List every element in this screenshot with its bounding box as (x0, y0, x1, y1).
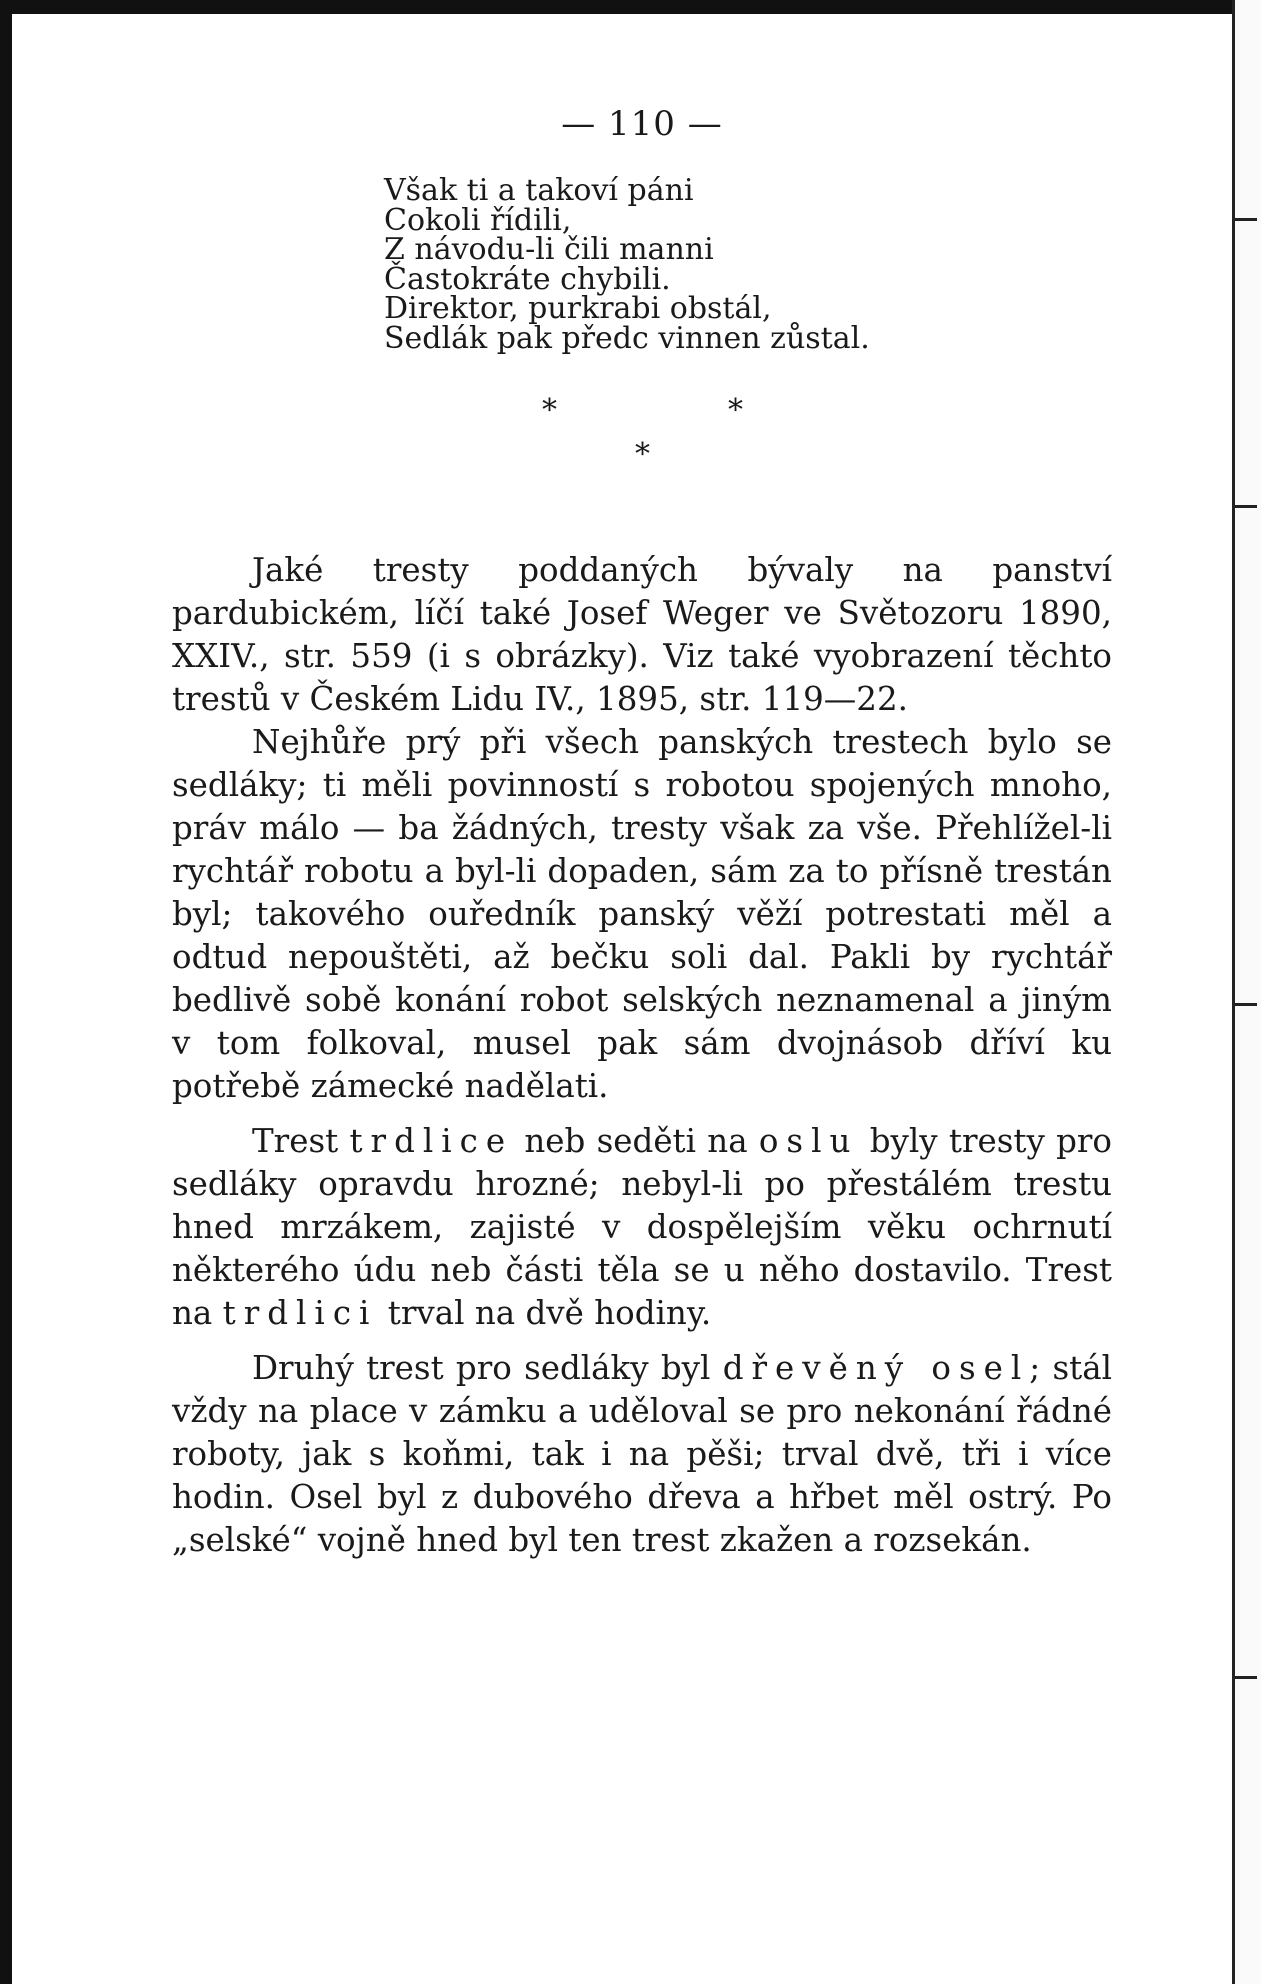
spaced-term: trdlice (349, 1122, 514, 1160)
text-run: Druhý trest pro sedláky byl (252, 1349, 723, 1387)
asterisk: * (542, 393, 557, 428)
paragraph-gap (172, 1335, 1112, 1347)
spaced-term: oslu (758, 1122, 859, 1160)
verse-line: Z návodu-li čili manni (384, 232, 714, 267)
verse-line: Sedlák pak předc vinnen zůstal. (384, 320, 870, 356)
verse-line: Však ti a takoví páni (384, 173, 694, 208)
edge-tick (1235, 1003, 1257, 1006)
scan-edge-left (0, 0, 12, 1984)
scan-edge-right (1232, 0, 1261, 1984)
paragraph-2: Nejhůře prý při všech panských trestech bylo se sedláky; ti měli povinností s robotou spojených mnoho, práv málo — ba žádných, tresty však za vše. Přehlížel-li rychtář robotu a byl-li dopaden, sám za to přísně trestán byl; takového ouředník panský věží potrestati měl a odtud nepouštěti, až bečku soli dal. Pakli by rychtář bedlivě sobě konání robot selských neznamenal a jiným v tom folkoval, musel pak sám dvojnásob dříví ku potřebě zámecké nadělati. (172, 723, 1112, 1105)
page-number: — 110 — (561, 104, 723, 144)
paragraph-3 (172, 1120, 1112, 1335)
spaced-term: dřevěný osel (722, 1349, 1030, 1387)
verse-line: Direktor, purkrabi obstál, (384, 291, 772, 326)
text-run: trval na dvě hodiny. (377, 1294, 712, 1332)
edge-tick (1235, 218, 1257, 221)
asterisk: * (635, 437, 650, 472)
text-run: byly tresty pro sedláky opravdu hrozné; nebyl-li po přestálém trestu hned mrzákem, zajisté v dospělejším věku ochrnutí některého údu neb části těla se u něho dostavilo. Trest na (172, 1122, 1112, 1332)
verse-line: Častokráte chybili. (384, 261, 671, 297)
text-run: ; stál vždy na place v zámku a uděloval se pro nekonání řádné roboty, jak s koňmi, tak i na pěši; trval dvě, tři i více hodin. Osel byl z dubového dřeva a hřbet měl ostrý. Po „selské“ vojně hned byl ten trest zkažen a rozsekán. (172, 1349, 1112, 1559)
paragraph-4 (172, 1347, 1112, 1562)
edge-tick (1235, 505, 1257, 508)
spaced-term: trdlici (222, 1294, 378, 1332)
text-run: neb seděti na (513, 1122, 759, 1160)
verse-block (384, 173, 1112, 356)
text-run: Trest (252, 1122, 350, 1160)
edge-tick (1235, 1676, 1257, 1679)
verse-line: Cokoli řídili, (384, 202, 572, 238)
asterism-separator (172, 393, 1112, 497)
scan-edge-top (0, 0, 1261, 14)
paragraph-1: Jaké tresty poddaných bývaly na panství pardubickém, líčí také Josef Weger ve Světozoru 1890, XXIV., str. 559 (i s obrázky). Viz také vyobrazení těchto trestů v Českém Lidu IV., 1895, str. 119—22. (172, 551, 1112, 718)
asterisk: * (728, 393, 743, 428)
paragraph-gap (172, 1108, 1112, 1120)
book-page (172, 96, 1112, 1562)
